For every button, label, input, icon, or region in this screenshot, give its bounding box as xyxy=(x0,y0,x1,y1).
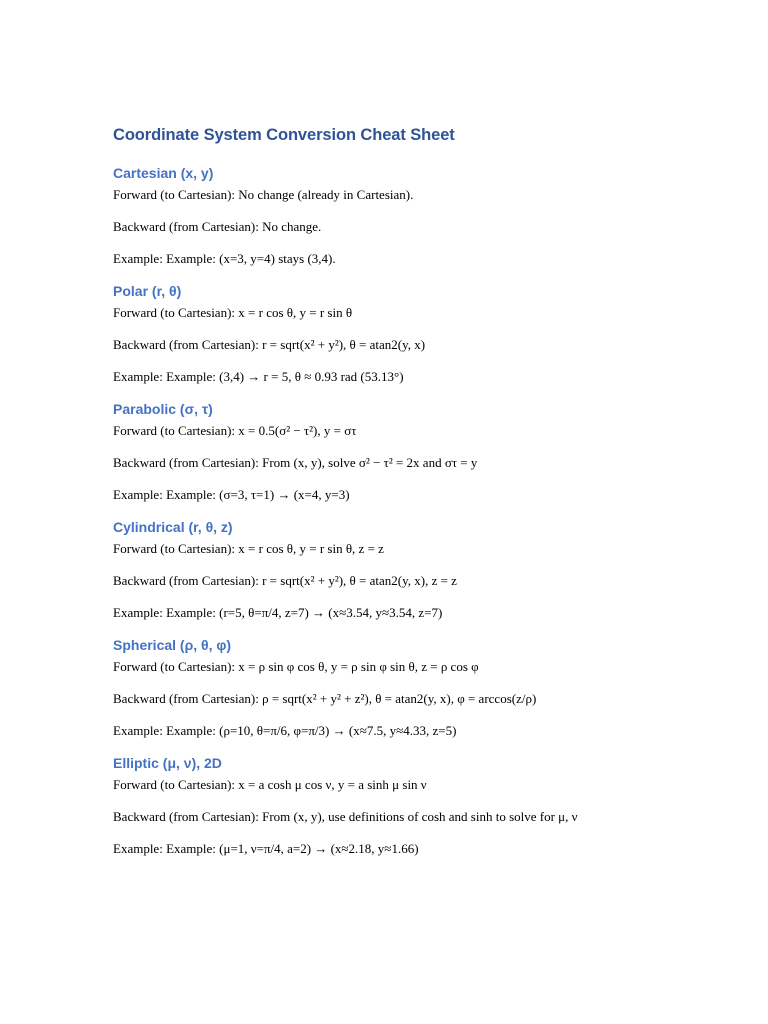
backward-label: Backward (from Cartesian): xyxy=(113,219,259,234)
example-text: Example: (r=5, θ=π/4, z=7) → (x≈3.54, y≈3.54, z=7) xyxy=(166,605,443,620)
forward-text: x = ρ sin φ cos θ, y = ρ sin φ sin θ, z = ρ cos φ xyxy=(238,659,479,674)
backward-text: No change. xyxy=(262,219,322,234)
backward-label: Backward (from Cartesian): xyxy=(113,455,259,470)
backward-line xyxy=(113,336,733,353)
section-cartesian xyxy=(113,164,733,267)
example-text: Example: (ρ=10, θ=π/6, φ=π/3) → (x≈7.5, y≈4.33, z=5) xyxy=(166,723,457,738)
example-line xyxy=(113,368,733,385)
section-heading: Cylindrical (r, θ, z) xyxy=(113,519,233,535)
example-label: Example: xyxy=(113,251,163,266)
backward-line xyxy=(113,808,733,825)
section-cylindrical xyxy=(113,518,733,621)
section-spherical xyxy=(113,636,733,739)
forward-label: Forward (to Cartesian): xyxy=(113,423,236,438)
backward-line xyxy=(113,454,733,471)
forward-label: Forward (to Cartesian): xyxy=(113,541,236,556)
example-text: Example: (σ=3, τ=1) → (x=4, y=3) xyxy=(166,487,350,502)
forward-label: Forward (to Cartesian): xyxy=(113,777,236,792)
forward-label: Forward (to Cartesian): xyxy=(113,659,236,674)
backward-line xyxy=(113,690,733,707)
section-heading: Spherical (ρ, θ, φ) xyxy=(113,637,232,653)
section-heading: Polar (r, θ) xyxy=(113,283,182,299)
section-parabolic xyxy=(113,400,733,503)
backward-label: Backward (from Cartesian): xyxy=(113,691,259,706)
section-polar xyxy=(113,282,733,385)
backward-text: From (x, y), use definitions of cosh and sinh to solve for μ, ν xyxy=(262,809,578,824)
section-heading: Cartesian (x, y) xyxy=(113,165,214,181)
forward-text: x = r cos θ, y = r sin θ, z = z xyxy=(238,541,384,556)
example-label: Example: xyxy=(113,723,163,738)
backward-text: From (x, y), solve σ² − τ² = 2x and στ = y xyxy=(262,455,478,470)
forward-line xyxy=(113,658,733,675)
example-text: Example: (μ=1, ν=π/4, a=2) → (x≈2.18, y≈1.66) xyxy=(166,841,419,856)
example-label: Example: xyxy=(113,841,163,856)
forward-line xyxy=(113,186,733,203)
backward-line xyxy=(113,572,733,589)
backward-label: Backward (from Cartesian): xyxy=(113,337,259,352)
forward-text: No change (already in Cartesian). xyxy=(238,187,414,202)
example-label: Example: xyxy=(113,369,163,384)
backward-line xyxy=(113,218,733,235)
section-elliptic xyxy=(113,754,733,857)
example-line xyxy=(113,722,733,739)
backward-text: r = sqrt(x² + y²), θ = atan2(y, x), z = z xyxy=(262,573,457,588)
forward-line xyxy=(113,304,733,321)
backward-text: r = sqrt(x² + y²), θ = atan2(y, x) xyxy=(262,337,426,352)
forward-text: x = 0.5(σ² − τ²), y = στ xyxy=(238,423,357,438)
section-heading: Elliptic (μ, ν), 2D xyxy=(113,755,222,771)
backward-text: ρ = sqrt(x² + y² + z²), θ = atan2(y, x), φ = arccos(z/ρ) xyxy=(262,691,537,706)
forward-line xyxy=(113,540,733,557)
example-line xyxy=(113,604,733,621)
forward-label: Forward (to Cartesian): xyxy=(113,305,236,320)
example-label: Example: xyxy=(113,605,163,620)
backward-label: Backward (from Cartesian): xyxy=(113,573,259,588)
forward-text: x = a cosh μ cos ν, y = a sinh μ sin ν xyxy=(238,777,427,792)
example-text: Example: (x=3, y=4) stays (3,4). xyxy=(166,251,336,266)
page-title: Coordinate System Conversion Cheat Sheet xyxy=(113,126,455,144)
example-text: Example: (3,4) → r = 5, θ ≈ 0.93 rad (53.13°) xyxy=(166,369,404,384)
forward-label: Forward (to Cartesian): xyxy=(113,187,236,202)
forward-line xyxy=(113,422,733,439)
example-line xyxy=(113,486,733,503)
example-line xyxy=(113,250,733,267)
example-label: Example: xyxy=(113,487,163,502)
section-heading: Parabolic (σ, τ) xyxy=(113,401,213,417)
document-page xyxy=(113,124,733,872)
forward-text: x = r cos θ, y = r sin θ xyxy=(238,305,353,320)
backward-label: Backward (from Cartesian): xyxy=(113,809,259,824)
forward-line xyxy=(113,776,733,793)
example-line xyxy=(113,840,733,857)
